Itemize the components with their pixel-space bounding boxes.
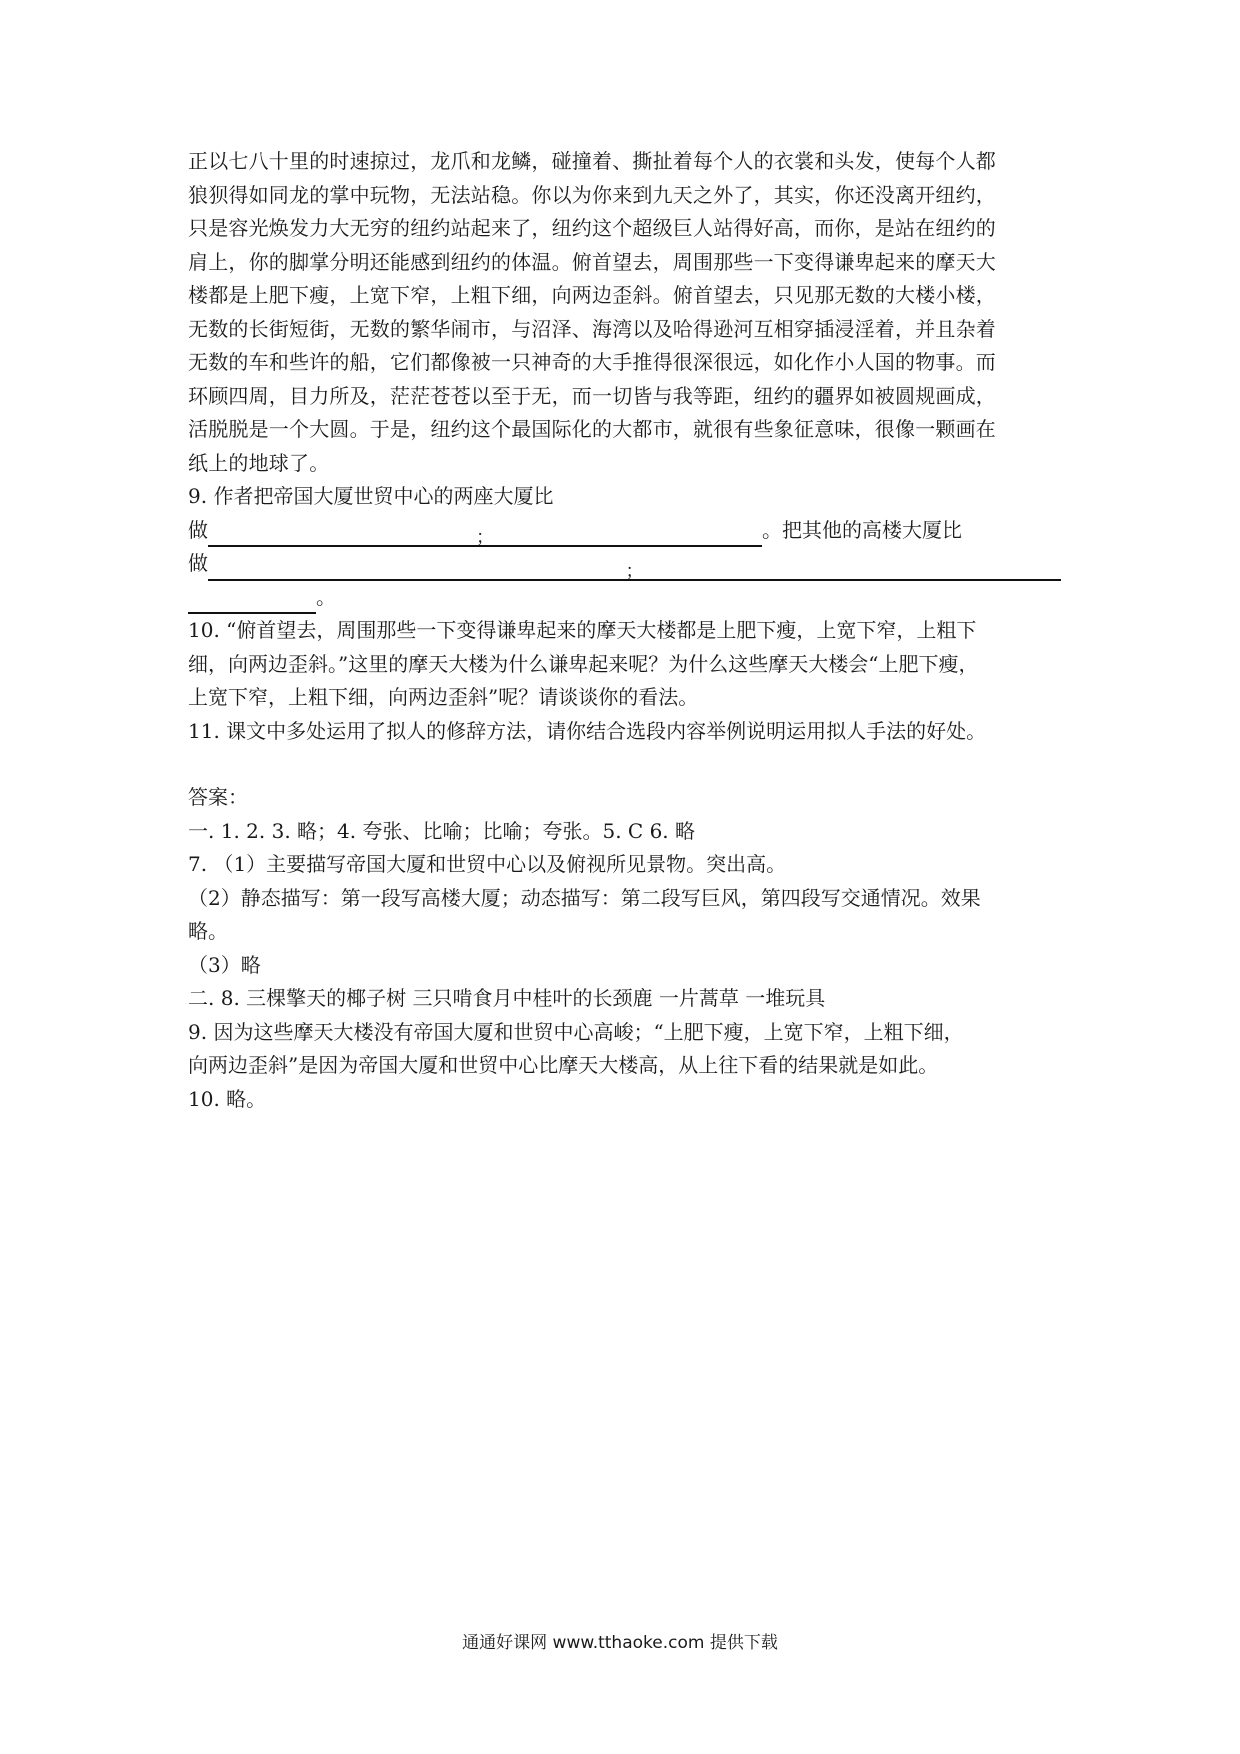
question-9-prefix-2: 做 — [188, 551, 208, 575]
question-9-row-1 — [188, 514, 1062, 548]
answer-blank-3[interactable] — [188, 590, 316, 614]
answer-line: 略。 — [188, 919, 228, 943]
passage-line: 无数的长街短街，无数的繁华闹市，与沼泽、海湾以及哈得逊河互相穿插浸淫着，并且杂着 — [188, 316, 996, 341]
passage-line: 只是容光焕发力大无穷的纽约站起来了，纽约这个超级巨人站得好高，而你，是站在纽约的 — [188, 216, 996, 240]
answer-line: （3）略 — [188, 952, 261, 977]
answer-line: 7. （1）主要描写帝国大厦和世贸中心以及俯视所见景物。突出高。 — [188, 852, 787, 876]
answer-line: 9. 因为这些摩天大楼没有帝国大厦和世贸中心高峻；“上肥下瘦，上宽下窄，上粗下细， — [188, 1019, 964, 1044]
question-9-row-3 — [188, 581, 1062, 615]
passage-line: 环顾四周，目力所及，茫茫苍苍以至于无，而一切皆与我等距，纽约的疆界如被圆规画成， — [188, 383, 996, 408]
answer-blank-2[interactable] — [208, 557, 1061, 581]
question-11: 11. 课文中多处运用了拟人的修辞方法，请你结合选段内容举例说明运用拟人手法的好处。 — [188, 718, 987, 743]
passage-line: 楼都是上肥下瘦，上宽下窄，上粗下细，向两边歪斜。俯首望去，只见那无数的大楼小楼， — [188, 283, 996, 307]
answer-line: 10. 略。 — [188, 1086, 267, 1111]
passage-line: 无数的车和些许的船，它们都像被一只神奇的大手推得很深很远，如化作小人国的物事。而 — [188, 350, 996, 374]
question-9-end: 。 — [316, 584, 336, 609]
document-page — [188, 145, 1062, 1116]
question-9-row-2 — [188, 547, 1062, 581]
answer-blank-1[interactable] — [208, 523, 762, 547]
blank-semicolon: ； — [625, 560, 644, 582]
answer-line: 二. 8. 三棵擎天的椰子树 三只啃食月中桂叶的长颈鹿 一片蒿草 一堆玩具 — [188, 986, 826, 1010]
answer-section — [188, 781, 1062, 1116]
reading-passage — [188, 145, 1062, 480]
answer-line: 向两边歪斜”是因为帝国大厦和世贸中心比摩天大楼高，从上往下看的结果就是如此。 — [188, 1053, 939, 1077]
passage-line: 纸上的地球了。 — [188, 450, 330, 475]
question-9-text: 9. 作者把帝国大厦世贸中心的两座大厦比 — [188, 484, 554, 508]
question-9 — [188, 480, 1062, 614]
passage-line: 活脱脱是一个大圆。于是，纽约这个最国际化的大都市，就很有些象征意味，很像一颗画在 — [188, 417, 996, 441]
answer-line: 一. 1. 2. 3. 略；4. 夸张、比喻；比喻；夸张。5. C 6. 略 — [188, 818, 696, 843]
question-10-line: 上宽下窄，上粗下细，向两边歪斜”呢？请谈谈你的看法。 — [188, 685, 699, 709]
answer-line: （2）静态描写：第一段写高楼大厦；动态描写：第二段写巨风，第四段写交通情况。效果 — [188, 885, 981, 910]
question-9-suffix: 。把其他的高楼大厦比 — [762, 517, 962, 542]
question-10 — [188, 614, 1062, 715]
question-9-prefix-1: 做 — [188, 517, 208, 542]
question-10-line: 10. “俯首望去，周围那些一下变得谦卑起来的摩天大楼都是上肥下瘦，上宽下窄，上粗下 — [188, 618, 977, 642]
blank-semicolon: ； — [476, 527, 494, 548]
page-footer: 通通好课网 www.tthaoke.com 提供下载 — [462, 1633, 778, 1653]
passage-line: 正以七八十里的时速掠过，龙爪和龙鳞，碰撞着、撕扯着每个人的衣裳和头发，使每个人都 — [188, 149, 996, 173]
passage-line: 狼狈得如同龙的掌中玩物，无法站稳。你以为你来到九天之外了，其实，你还没离开纽约， — [188, 182, 996, 207]
passage-line: 肩上，你的脚掌分明还能感到纽约的体温。俯首望去，周围那些一下变得谦卑起来的摩天大 — [188, 249, 996, 274]
answer-heading: 答案： — [188, 785, 248, 809]
question-10-line: 细，向两边歪斜。”这里的摩天大楼为什么谦卑起来呢？为什么这些摩天大楼会“上肥下瘦， — [188, 651, 979, 676]
